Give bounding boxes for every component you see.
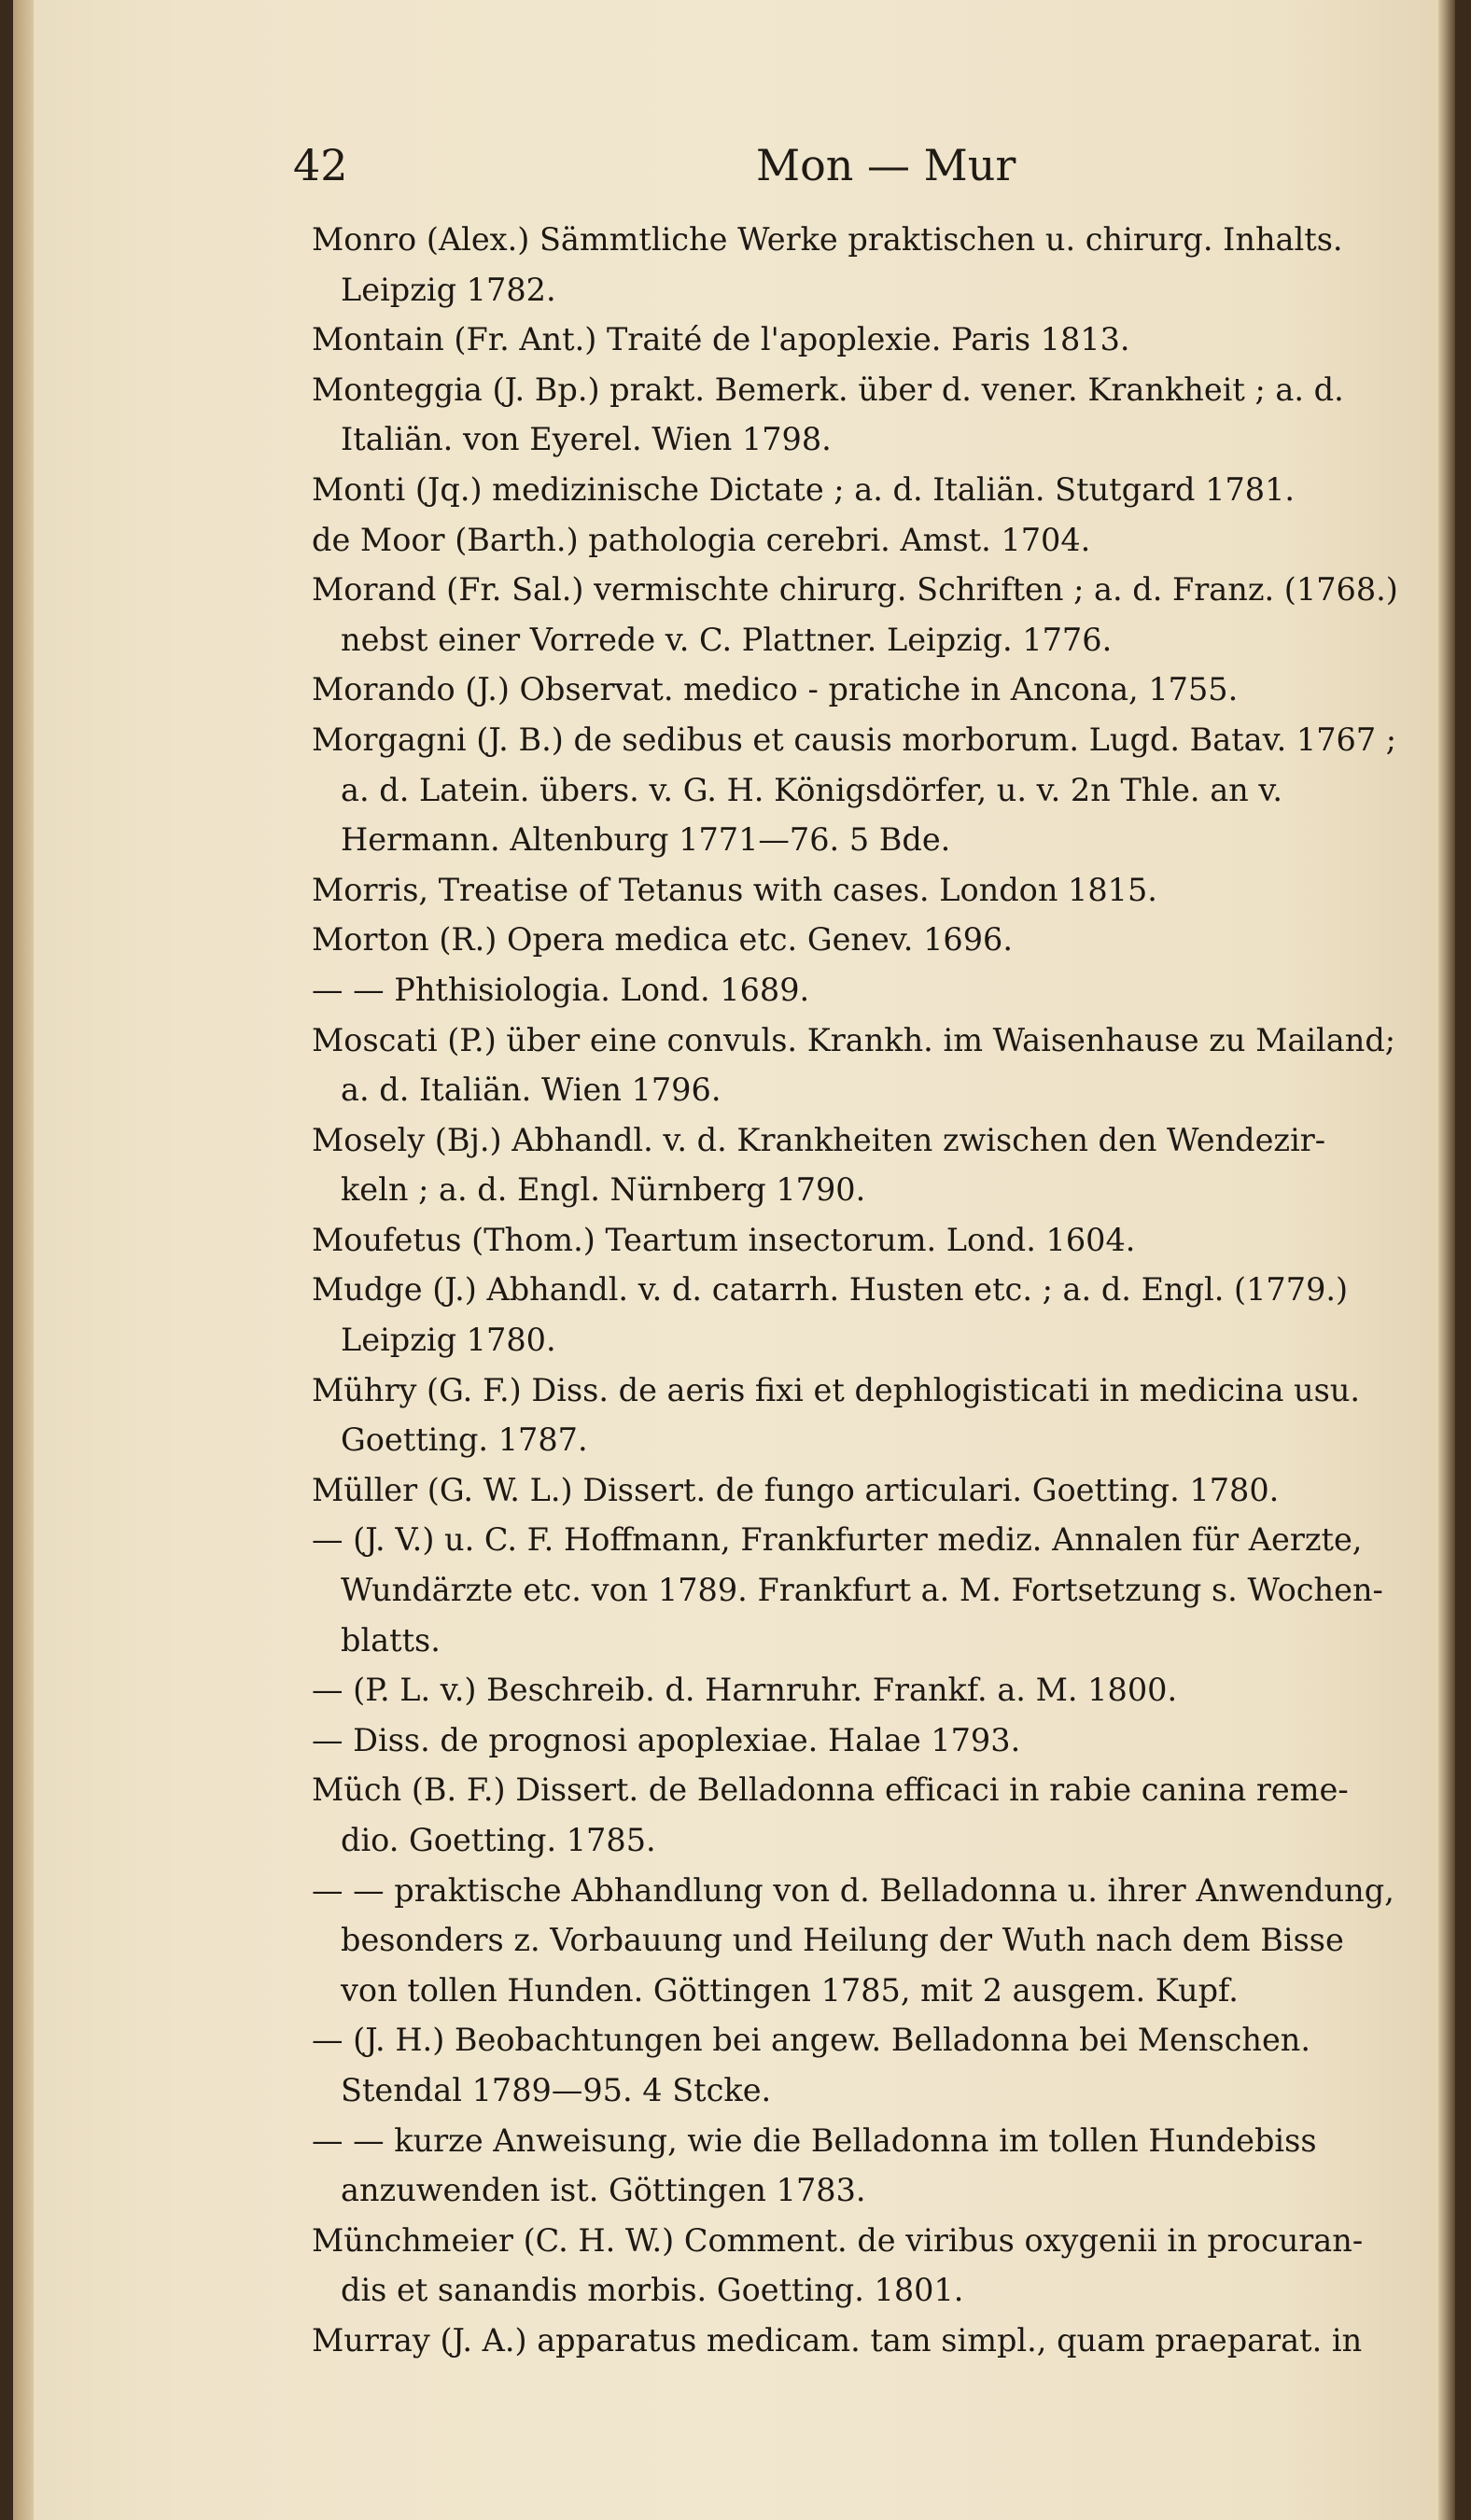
entry-line: Müller (G. W. L.) Dissert. de fungo articulari. Goetting. 1780.: [312, 1471, 1280, 1508]
entry-continuation-line: blatts.: [341, 1621, 441, 1659]
entry-continuation-line: Hermann. Altenburg 1771—76. 5 Bde.: [341, 821, 951, 859]
entry-continuation-line: Leipzig 1782.: [341, 271, 556, 308]
bibliography-entry: [312, 1665, 1394, 1715]
entry-continuation-line: a. d. Latein. übers. v. G. H. Königsdörfer, u. v. 2n Thle. an v.: [341, 771, 1282, 808]
entry-line: — (J. V.) u. C. F. Hoffmann, Frankfurter mediz. Annalen für Aerzte,: [312, 1521, 1363, 1559]
book-page: [13, 0, 1455, 2520]
entry-line: — (J. H.) Beobachtungen bei angew. Belladonna bei Menschen.: [312, 2022, 1310, 2059]
bibliography-entry: [312, 1215, 1394, 1266]
entry-line: Morand (Fr. Sal.) vermischte chirurg. Schriften ; a. d. Franz. (1768.): [312, 571, 1398, 609]
entry-line: Monteggia (J. Bp.) prakt. Bemerk. über d. vener. Krankheit ; a. d.: [312, 371, 1344, 408]
entry-continuation-line: anzuwenden ist. Göttingen 1783.: [341, 2172, 866, 2209]
bibliography-entry: [312, 1365, 1394, 1465]
bibliography-entry: [312, 465, 1394, 515]
bibliography-entry: [312, 1465, 1394, 1516]
bibliography-entry: [312, 2316, 1394, 2366]
entry-line: Mosely (Bj.) Abhandl. v. d. Krankheiten zwischen den Wendezir-: [312, 1121, 1326, 1158]
entry-continuation-line: a. d. Italiän. Wien 1796.: [341, 1071, 721, 1109]
entry-line: — — Phthisiologia. Lond. 1689.: [312, 971, 810, 1008]
bibliography-entry: [312, 965, 1394, 1015]
page-gutter: [13, 0, 34, 2520]
entry-line: Moscati (P.) über eine convuls. Krankh. im Waisenhause zu Mailand;: [312, 1021, 1396, 1058]
entry-continuation-line: Goetting. 1787.: [341, 1421, 588, 1459]
entry-line: — (P. L. v.) Beschreib. d. Harnruhr. Frankf. a. M. 1800.: [312, 1672, 1178, 1709]
entry-continuation-line: Wundärzte etc. von 1789. Frankfurt a. M. Fortsetzung s. Wochen-: [341, 1572, 1383, 1609]
entry-line: Morton (R.) Opera medica etc. Genev. 1696.: [312, 921, 1013, 959]
entry-line: Montain (Fr. Ant.) Traité de l'apoplexie. Paris 1813.: [312, 321, 1130, 358]
entry-line: Moufetus (Thom.) Teartum insectorum. Lond. 1604.: [312, 1221, 1136, 1258]
entry-line: Monro (Alex.) Sämmtliche Werke praktischen u. chirurg. Inhalts.: [312, 221, 1343, 258]
bibliography-entry: [312, 715, 1397, 865]
entry-continuation-line: Leipzig 1780.: [341, 1322, 556, 1359]
bibliography-entry: [312, 565, 1398, 665]
bibliography-entry: [312, 1715, 1394, 1766]
entry-continuation-line: nebst einer Vorrede v. C. Plattner. Leipzig. 1776.: [341, 621, 1113, 658]
entry-line: Mudge (J.) Abhandl. v. d. catarrh. Husten etc. ; a. d. Engl. (1779.): [312, 1271, 1349, 1309]
entry-line: — Diss. de prognosi apoplexiae. Halae 1793.: [312, 1721, 1021, 1758]
bibliography-entry: [312, 1515, 1394, 1665]
bibliography-entry: [312, 1265, 1394, 1365]
page-edge: [1438, 0, 1455, 2520]
bibliography-entry: [312, 665, 1394, 715]
entry-line: Morgagni (J. B.) de sedibus et causis morborum. Lugd. Batav. 1767 ;: [312, 721, 1397, 758]
entry-line: Morando (J.) Observat. medico - pratiche in Ancona, 1755.: [312, 671, 1239, 708]
bibliography-entry: [312, 1866, 1394, 2016]
entry-line: Monti (Jq.) medizinische Dictate ; a. d. Italiän. Stutgard 1781.: [312, 470, 1296, 508]
bibliography-entry: [312, 365, 1394, 465]
entry-line: — — praktische Abhandlung von d. Belladonna u. ihrer Anwendung,: [312, 1871, 1394, 1909]
bibliography-entry: [312, 1115, 1394, 1215]
entry-continuation-line: keln ; a. d. Engl. Nürnberg 1790.: [341, 1171, 866, 1209]
bibliography-entry: [312, 915, 1394, 965]
entry-line: Müch (B. F.) Dissert. de Belladonna efficaci in rabie canina reme-: [312, 1771, 1349, 1809]
bibliography-entry: [312, 2216, 1394, 2316]
bibliography-entries: [312, 215, 1398, 2366]
entry-line: de Moor (Barth.) pathologia cerebri. Amst. 1704.: [312, 521, 1091, 558]
entry-line: Morris, Treatise of Tetanus with cases. London 1815.: [312, 871, 1157, 908]
bibliography-entry: [312, 2116, 1394, 2216]
entry-line: — — kurze Anweisung, wie die Belladonna im tollen Hundebiss: [312, 2121, 1317, 2159]
bibliography-entry: [312, 215, 1394, 315]
bibliography-entry: [312, 315, 1394, 365]
entry-continuation-line: dio. Goetting. 1785.: [341, 1822, 656, 1858]
bibliography-entry: [312, 1765, 1394, 1865]
entry-continuation-line: dis et sanandis morbis. Goetting. 1801.: [341, 2272, 964, 2309]
entry-continuation-line: besonders z. Vorbauung und Heilung der Wuth nach dem Bisse: [341, 1922, 1344, 1959]
bibliography-entry: [312, 515, 1394, 566]
entry-line: Münchmeier (C. H. W.) Comment. de viribus oxygenii in procuran-: [312, 2221, 1364, 2259]
entry-line: Mühry (G. F.) Diss. de aeris fixi et dephlogisticati in medicina usu.: [312, 1371, 1361, 1408]
bibliography-entry: [312, 865, 1394, 916]
page-number: 42: [293, 140, 348, 190]
bibliography-entry: [312, 2015, 1394, 2115]
entry-continuation-line: von tollen Hunden. Göttingen 1785, mit 2 ausgem. Kupf.: [341, 1971, 1239, 2009]
running-head: Mon — Mur: [756, 140, 1016, 190]
entry-continuation-line: Italiän. von Eyerel. Wien 1798.: [341, 421, 832, 458]
bibliography-entry: [312, 1015, 1394, 1115]
entry-continuation-line: Stendal 1789—95. 4 Stcke.: [341, 2071, 772, 2108]
entry-line: Murray (J. A.) apparatus medicam. tam simpl., quam praeparat. in: [312, 2321, 1363, 2359]
page-header: [293, 140, 1413, 215]
